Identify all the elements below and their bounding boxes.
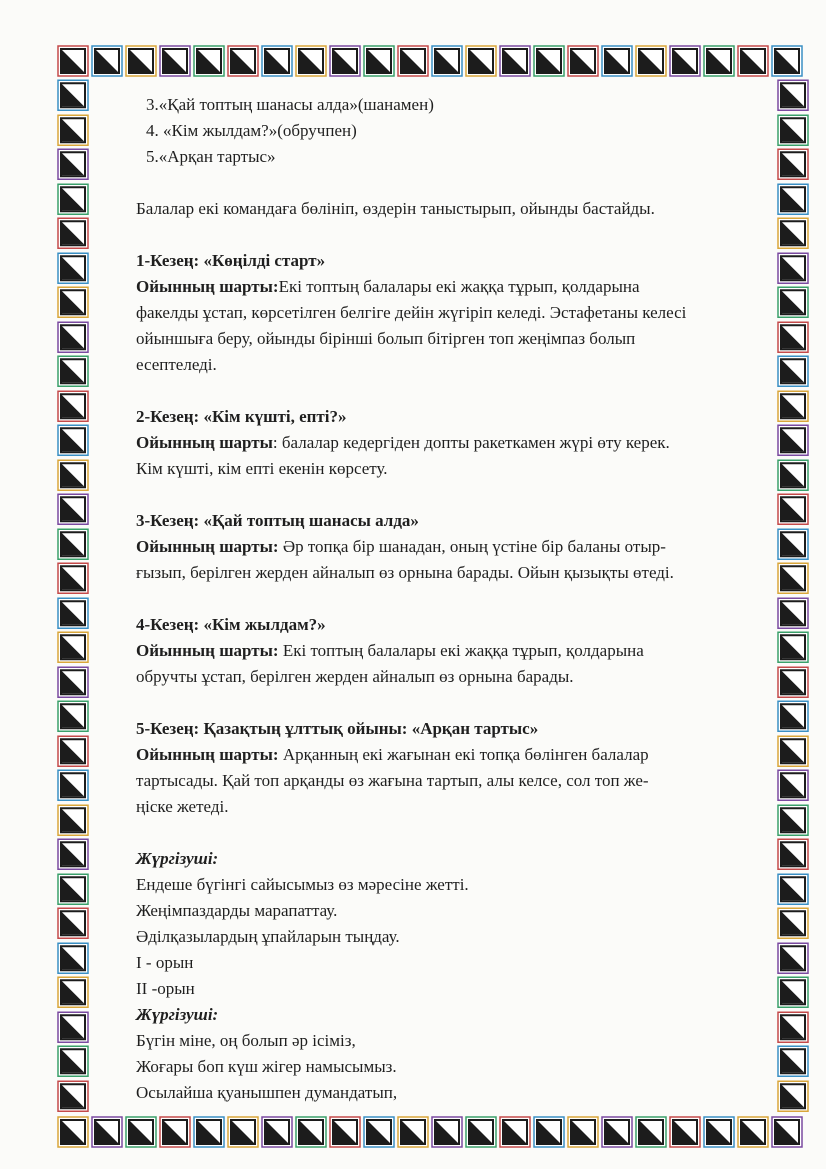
host-line: І - орын <box>136 953 194 972</box>
border-tile <box>56 630 90 665</box>
border-tile <box>736 44 770 78</box>
triangle-tile-icon <box>56 803 90 838</box>
triangle-tile-icon <box>192 44 226 78</box>
border-tile <box>430 44 464 78</box>
border-tile <box>668 44 702 78</box>
triangle-tile-icon <box>362 44 396 78</box>
triangle-tile-icon <box>56 389 90 424</box>
stage-text: ғызып, берілген жерден айналып өз орнына барады. Ойын қызықты өтеді. <box>136 563 674 582</box>
triangle-tile-icon <box>776 699 810 734</box>
triangle-tile-icon <box>56 113 90 148</box>
triangle-tile-icon <box>56 872 90 907</box>
border-tile <box>498 1115 532 1149</box>
stage-2 <box>136 404 776 482</box>
border-tile <box>776 803 810 838</box>
border-tile <box>362 44 396 78</box>
stage-text: ңіске жетеді. <box>136 797 229 816</box>
triangle-tile-icon <box>736 1115 770 1149</box>
host-label: Жүргізуші: <box>136 1005 219 1024</box>
triangle-tile-icon <box>56 941 90 976</box>
triangle-tile-icon <box>776 803 810 838</box>
border-tile <box>634 1115 668 1149</box>
stage-heading: 3-Кезең: «Қай топтың шанасы алда» <box>136 511 419 530</box>
border-tile <box>770 1115 804 1149</box>
triangle-tile-icon <box>532 44 566 78</box>
triangle-tile-icon <box>566 1115 600 1149</box>
triangle-tile-icon <box>226 44 260 78</box>
triangle-tile-icon <box>56 285 90 320</box>
border-tile <box>776 147 810 182</box>
triangle-tile-icon <box>362 1115 396 1149</box>
triangle-tile-icon <box>668 1115 702 1149</box>
decorative-border-left <box>56 78 90 1115</box>
stage-heading: 1-Кезең: «Көңілді старт» <box>136 251 326 270</box>
triangle-tile-icon <box>776 182 810 217</box>
stage-text: Екі топтың балалары екі жаққа тұрып, қолдарына <box>278 277 640 296</box>
decorative-border-right <box>776 78 810 1115</box>
triangle-tile-icon <box>260 1115 294 1149</box>
host-section-1 <box>136 846 776 1002</box>
stage-heading: 2-Кезең: «Кім күшті, епті?» <box>136 407 347 426</box>
border-tile <box>776 906 810 941</box>
triangle-tile-icon <box>498 44 532 78</box>
triangle-tile-icon <box>56 423 90 458</box>
border-tile <box>776 285 810 320</box>
list-item: 5.«Арқан тартыс» <box>146 147 276 166</box>
border-tile <box>776 699 810 734</box>
triangle-tile-icon <box>634 44 668 78</box>
game-list <box>136 92 776 170</box>
triangle-tile-icon <box>776 665 810 700</box>
triangle-tile-icon <box>328 1115 362 1149</box>
border-tile <box>192 44 226 78</box>
border-tile <box>56 1115 90 1149</box>
border-tile <box>776 458 810 493</box>
border-tile <box>776 1010 810 1045</box>
border-tile <box>294 1115 328 1149</box>
triangle-tile-icon <box>56 699 90 734</box>
stage-heading: 5-Кезең: Қазақтың ұлттық ойыны: «Арқан тартыс» <box>136 719 539 738</box>
border-tile <box>776 423 810 458</box>
border-tile <box>56 458 90 493</box>
triangle-tile-icon <box>56 906 90 941</box>
border-tile <box>396 44 430 78</box>
triangle-tile-icon <box>776 147 810 182</box>
border-tile <box>56 216 90 251</box>
triangle-tile-icon <box>776 527 810 562</box>
border-tile <box>56 665 90 700</box>
triangle-tile-icon <box>776 768 810 803</box>
border-tile <box>56 768 90 803</box>
triangle-tile-icon <box>776 561 810 596</box>
border-tile <box>328 44 362 78</box>
border-tile <box>776 216 810 251</box>
host-label: Жүргізуші: <box>136 849 219 868</box>
border-tile <box>776 768 810 803</box>
triangle-tile-icon <box>260 44 294 78</box>
triangle-tile-icon <box>56 216 90 251</box>
triangle-tile-icon <box>158 44 192 78</box>
triangle-tile-icon <box>294 44 328 78</box>
border-tile <box>56 147 90 182</box>
stage-text: факелды ұстап, көрсетілген белгіге дейін жүгіріп келеді. Эстафетаны келесі <box>136 303 687 322</box>
border-tile <box>776 1044 810 1079</box>
triangle-tile-icon <box>124 1115 158 1149</box>
border-tile <box>566 44 600 78</box>
triangle-tile-icon <box>776 1044 810 1079</box>
border-tile <box>260 44 294 78</box>
rule-label: Ойынның шарты <box>136 433 273 452</box>
border-tile <box>770 44 804 78</box>
border-tile <box>464 44 498 78</box>
border-tile <box>56 734 90 769</box>
stage-heading: 4-Кезең: «Кім жылдам?» <box>136 615 326 634</box>
border-tile <box>56 1044 90 1079</box>
triangle-tile-icon <box>56 975 90 1010</box>
rule-label: Ойынның шарты: <box>136 277 279 296</box>
border-tile <box>776 872 810 907</box>
triangle-tile-icon <box>56 458 90 493</box>
border-tile <box>328 1115 362 1149</box>
triangle-tile-icon <box>56 492 90 527</box>
rule-label: Ойынның шарты: <box>136 641 279 660</box>
triangle-tile-icon <box>776 320 810 355</box>
border-tile <box>56 354 90 389</box>
triangle-tile-icon <box>776 872 810 907</box>
stage-text: обручты ұстап, берілген жерден айналып өз орнына барады. <box>136 667 574 686</box>
stage-text: ойыншыға беру, ойынды бірінші болып бітірген топ жеңімпаз болып <box>136 329 636 348</box>
triangle-tile-icon <box>396 44 430 78</box>
border-tile <box>56 1079 90 1114</box>
triangle-tile-icon <box>498 1115 532 1149</box>
border-tile <box>56 596 90 631</box>
border-tile <box>158 44 192 78</box>
triangle-tile-icon <box>776 113 810 148</box>
border-tile <box>396 1115 430 1149</box>
border-tile <box>776 734 810 769</box>
stage-text: тартысады. Қай топ арқанды өз жағына тартып, алы келсе, сол топ же- <box>136 771 649 790</box>
border-tile <box>776 78 810 113</box>
host-line: ІІ -орын <box>136 979 195 998</box>
border-tile <box>56 872 90 907</box>
triangle-tile-icon <box>124 44 158 78</box>
border-tile <box>124 44 158 78</box>
border-tile <box>192 1115 226 1149</box>
border-tile <box>56 492 90 527</box>
host-line: Ендеше бүгінгі сайысымыз өз мәресіне жетті. <box>136 875 469 894</box>
border-tile <box>362 1115 396 1149</box>
border-tile <box>776 182 810 217</box>
triangle-tile-icon <box>56 1115 90 1149</box>
border-tile <box>56 44 90 78</box>
decorative-border-bottom <box>56 1115 810 1149</box>
triangle-tile-icon <box>776 734 810 769</box>
triangle-tile-icon <box>600 44 634 78</box>
triangle-tile-icon <box>226 1115 260 1149</box>
border-tile <box>702 1115 736 1149</box>
triangle-tile-icon <box>776 630 810 665</box>
stage-text: Екі топтың балалары екі жаққа тұрып, қолдарына <box>278 641 644 660</box>
host-line: Жеңімпаздарды марапаттау. <box>136 901 338 920</box>
triangle-tile-icon <box>776 78 810 113</box>
triangle-tile-icon <box>430 1115 464 1149</box>
border-tile <box>56 285 90 320</box>
stage-3 <box>136 508 776 586</box>
triangle-tile-icon <box>566 44 600 78</box>
triangle-tile-icon <box>90 1115 124 1149</box>
border-tile <box>56 1010 90 1045</box>
border-tile <box>776 1079 810 1114</box>
stage-4 <box>136 612 776 690</box>
triangle-tile-icon <box>192 1115 226 1149</box>
border-tile <box>776 665 810 700</box>
border-tile <box>736 1115 770 1149</box>
triangle-tile-icon <box>294 1115 328 1149</box>
border-tile <box>158 1115 192 1149</box>
border-tile <box>776 527 810 562</box>
triangle-tile-icon <box>600 1115 634 1149</box>
border-tile <box>776 837 810 872</box>
triangle-tile-icon <box>56 561 90 596</box>
document-body <box>136 92 776 1106</box>
triangle-tile-icon <box>464 1115 498 1149</box>
triangle-tile-icon <box>56 1010 90 1045</box>
border-tile <box>90 1115 124 1149</box>
triangle-tile-icon <box>776 216 810 251</box>
border-tile <box>600 1115 634 1149</box>
triangle-tile-icon <box>464 44 498 78</box>
border-tile <box>776 941 810 976</box>
triangle-tile-icon <box>776 389 810 424</box>
border-tile <box>90 44 124 78</box>
triangle-tile-icon <box>776 492 810 527</box>
border-tile <box>702 44 736 78</box>
stage-text: Әр топқа бір шанадан, оның үстіне бір баланы отыр- <box>278 537 666 556</box>
triangle-tile-icon <box>56 768 90 803</box>
border-tile <box>776 389 810 424</box>
border-tile <box>668 1115 702 1149</box>
triangle-tile-icon <box>328 44 362 78</box>
triangle-tile-icon <box>776 975 810 1010</box>
triangle-tile-icon <box>56 78 90 113</box>
border-tile <box>56 906 90 941</box>
triangle-tile-icon <box>56 630 90 665</box>
triangle-tile-icon <box>776 354 810 389</box>
border-tile <box>56 975 90 1010</box>
border-tile <box>226 1115 260 1149</box>
triangle-tile-icon <box>56 734 90 769</box>
triangle-tile-icon <box>776 423 810 458</box>
triangle-tile-icon <box>396 1115 430 1149</box>
triangle-tile-icon <box>56 837 90 872</box>
border-tile <box>56 837 90 872</box>
triangle-tile-icon <box>56 354 90 389</box>
triangle-tile-icon <box>634 1115 668 1149</box>
border-tile <box>56 78 90 113</box>
border-tile <box>56 803 90 838</box>
stage-text: есептеледі. <box>136 355 217 374</box>
triangle-tile-icon <box>56 665 90 700</box>
triangle-tile-icon <box>430 44 464 78</box>
border-tile <box>56 389 90 424</box>
border-tile <box>776 630 810 665</box>
intro-paragraph: Балалар екі командаға бөлініп, өздерін таныстырып, ойынды бастайды. <box>136 199 655 218</box>
border-tile <box>776 113 810 148</box>
triangle-tile-icon <box>56 1079 90 1114</box>
border-tile <box>776 251 810 286</box>
triangle-tile-icon <box>702 1115 736 1149</box>
stage-text: : балалар кедергіден допты ракеткамен жүрі өту керек. <box>272 433 670 452</box>
triangle-tile-icon <box>736 44 770 78</box>
host-line: Жоғары боп күш жігер намысымыз. <box>136 1057 397 1076</box>
triangle-tile-icon <box>776 1010 810 1045</box>
triangle-tile-icon <box>776 458 810 493</box>
rule-label: Ойынның шарты: <box>136 537 279 556</box>
border-tile <box>226 44 260 78</box>
triangle-tile-icon <box>770 1115 804 1149</box>
border-tile <box>56 527 90 562</box>
triangle-tile-icon <box>56 44 90 78</box>
stage-5 <box>136 716 776 820</box>
border-tile <box>260 1115 294 1149</box>
border-tile <box>294 44 328 78</box>
triangle-tile-icon <box>776 596 810 631</box>
border-tile <box>776 320 810 355</box>
border-tile <box>56 251 90 286</box>
stage-text: Арқанның екі жағынан екі топқа бөлінген балалар <box>278 745 649 764</box>
host-section-2 <box>136 1002 776 1106</box>
triangle-tile-icon <box>776 251 810 286</box>
border-tile <box>776 492 810 527</box>
border-tile <box>776 354 810 389</box>
border-tile <box>56 320 90 355</box>
stage-text: Кім күшті, кім епті екенін көрсету. <box>136 459 388 478</box>
border-tile <box>56 941 90 976</box>
border-tile <box>124 1115 158 1149</box>
border-tile <box>776 561 810 596</box>
host-line: Әділқазылардың ұпайларын тыңдау. <box>136 927 400 946</box>
decorative-border-top <box>56 44 810 78</box>
triangle-tile-icon <box>56 596 90 631</box>
triangle-tile-icon <box>56 147 90 182</box>
triangle-tile-icon <box>90 44 124 78</box>
list-item: 4. «Кім жылдам?»(обручпен) <box>146 121 357 140</box>
border-tile <box>56 113 90 148</box>
triangle-tile-icon <box>532 1115 566 1149</box>
triangle-tile-icon <box>56 1044 90 1079</box>
border-tile <box>532 1115 566 1149</box>
triangle-tile-icon <box>158 1115 192 1149</box>
host-line: Осылайша қуанышпен думандатып, <box>136 1083 398 1102</box>
border-tile <box>464 1115 498 1149</box>
border-tile <box>56 182 90 217</box>
triangle-tile-icon <box>776 941 810 976</box>
border-tile <box>532 44 566 78</box>
border-tile <box>776 975 810 1010</box>
border-tile <box>56 423 90 458</box>
triangle-tile-icon <box>56 320 90 355</box>
rule-label: Ойынның шарты: <box>136 745 279 764</box>
border-tile <box>600 44 634 78</box>
triangle-tile-icon <box>776 837 810 872</box>
host-line: Бүгін міне, оң болып әр ісіміз, <box>136 1031 356 1050</box>
stage-1 <box>136 248 776 378</box>
triangle-tile-icon <box>702 44 736 78</box>
border-tile <box>56 561 90 596</box>
border-tile <box>56 699 90 734</box>
triangle-tile-icon <box>776 1079 810 1114</box>
triangle-tile-icon <box>770 44 804 78</box>
triangle-tile-icon <box>56 182 90 217</box>
border-tile <box>498 44 532 78</box>
triangle-tile-icon <box>668 44 702 78</box>
triangle-tile-icon <box>776 906 810 941</box>
border-tile <box>430 1115 464 1149</box>
triangle-tile-icon <box>56 251 90 286</box>
border-tile <box>634 44 668 78</box>
triangle-tile-icon <box>776 285 810 320</box>
triangle-tile-icon <box>56 527 90 562</box>
border-tile <box>776 596 810 631</box>
border-tile <box>566 1115 600 1149</box>
list-item: 3.«Қай топтың шанасы алда»(шанамен) <box>146 95 434 114</box>
